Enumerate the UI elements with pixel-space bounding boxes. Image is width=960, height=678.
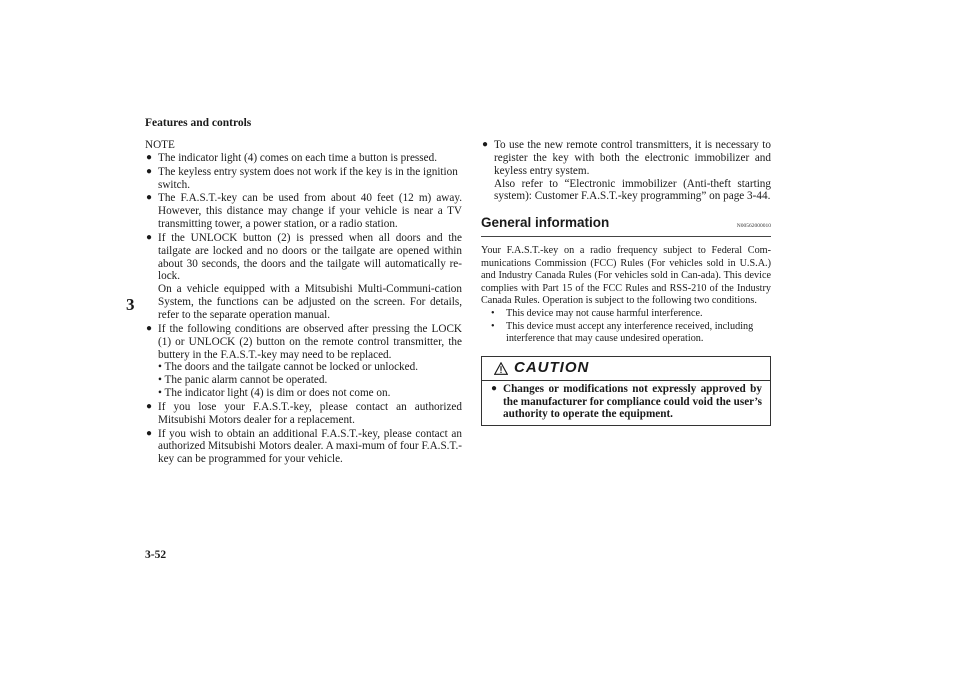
condition-item: • This device may not cause harmful interference. bbox=[491, 308, 703, 320]
bullet-icon: ● bbox=[482, 139, 489, 150]
note-bullet: ● The indicator light (4) comes on each time a button is pressed. bbox=[146, 151, 437, 164]
bullet-icon: ● bbox=[491, 382, 498, 394]
section-rule bbox=[481, 236, 771, 237]
section-heading bbox=[481, 217, 771, 233]
section-title: General information bbox=[481, 215, 610, 231]
page-number: 3-52 bbox=[145, 549, 167, 561]
caution-box bbox=[481, 356, 771, 426]
right-bullet-list bbox=[481, 139, 771, 203]
bullet-icon: ● bbox=[146, 151, 153, 163]
right-column bbox=[481, 139, 771, 426]
running-header: Features and controls bbox=[145, 117, 252, 129]
caution-body bbox=[482, 381, 770, 425]
bullet-icon: ● bbox=[146, 192, 153, 204]
section-code: N00562000010 bbox=[736, 223, 771, 230]
warning-triangle-icon bbox=[494, 362, 508, 375]
bullet-icon: ● bbox=[146, 322, 153, 334]
note-bullet: ● The F.A.S.T.-key can be used from about 40 feet (12 m) away. However, this distance may change if your vehicle is near a TV transmitting tower, a power station, or a radio station. bbox=[146, 192, 462, 231]
general-info-paragraph: Your F.A.S.T.-key on a radio frequency subject to Federal Com-munications Commission (FCC) Rules (For vehicles sold in U.S.A.) and Industry Canada Rules (For vehicles sold in Can-ada). This device complies with Part 15 of the FCC Rules and RSS-210 of the Industry Canada Rules. Operation is subject to the following two conditions. bbox=[481, 245, 771, 307]
note-bullet-list bbox=[145, 152, 462, 466]
caution-title: CAUTION bbox=[514, 358, 590, 376]
note-bullet: ● If you wish to obtain an additional F.A.S.T.-key, please contact an authorized Mitsubishi Motors dealer. A maxi-mum of four F.A.S.T.-key can be programmed for your vehicle. bbox=[146, 427, 462, 466]
note-bullet: ● If the UNLOCK button (2) is pressed when all doors and the tailgate are locked and no doors or the tailgate are opened within about 30 seconds, the doors and the tailgate will automatically re-lock. On a vehicle equipped with a Mitsubishi Multi-Communi-cation System, the functions can be adjusted on the screen. For details, refer to the separate operation manual. bbox=[146, 231, 462, 321]
condition-item: • This device must accept any interference received, including interference that may cause undesired operation. bbox=[491, 320, 754, 345]
bullet-icon: ● bbox=[146, 427, 153, 439]
caution-header bbox=[482, 357, 770, 381]
dash-icon: • bbox=[491, 308, 495, 320]
dash-icon: • bbox=[491, 320, 495, 332]
conditions-list bbox=[481, 308, 771, 346]
right-bullet: ● To use the new remote control transmitters, it is necessary to register the key with both the electronic immobilizer and keyless entry system. Also refer to “Electronic immobilizer (Anti-theft starting system): Customer F.A.S.T.-key programming” on page 3-44. bbox=[482, 139, 771, 203]
chapter-number: 3 bbox=[126, 295, 135, 314]
bullet-icon: ● bbox=[146, 231, 153, 243]
note-title: NOTE bbox=[145, 139, 175, 151]
bullet-icon: ● bbox=[146, 165, 153, 177]
caution-bullet: ● Changes or modifications not expressly approved by the manufacturer for compliance could void the user’s authority to operate the equipment. bbox=[491, 382, 762, 421]
left-column bbox=[145, 139, 462, 467]
note-bullet: ● If the following conditions are observed after pressing the LOCK (1) or UNLOCK (2) button on the remote control transmitter, the buttery in the F.A.S.T.-key may need to be replaced. • The doors and the tailgate cannot be locked or unlocked. • The panic alarm cannot be operated. • The indicator light (4) is dim or does not come on. bbox=[146, 322, 462, 400]
bullet-icon: ● bbox=[146, 400, 153, 412]
note-bullet: ● The keyless entry system does not work if the key is in the ignition switch. bbox=[146, 165, 458, 191]
note-bullet: ● If you lose your F.A.S.T.-key, please contact an authorized Mitsubishi Motors dealer for a replacement. bbox=[146, 400, 462, 426]
